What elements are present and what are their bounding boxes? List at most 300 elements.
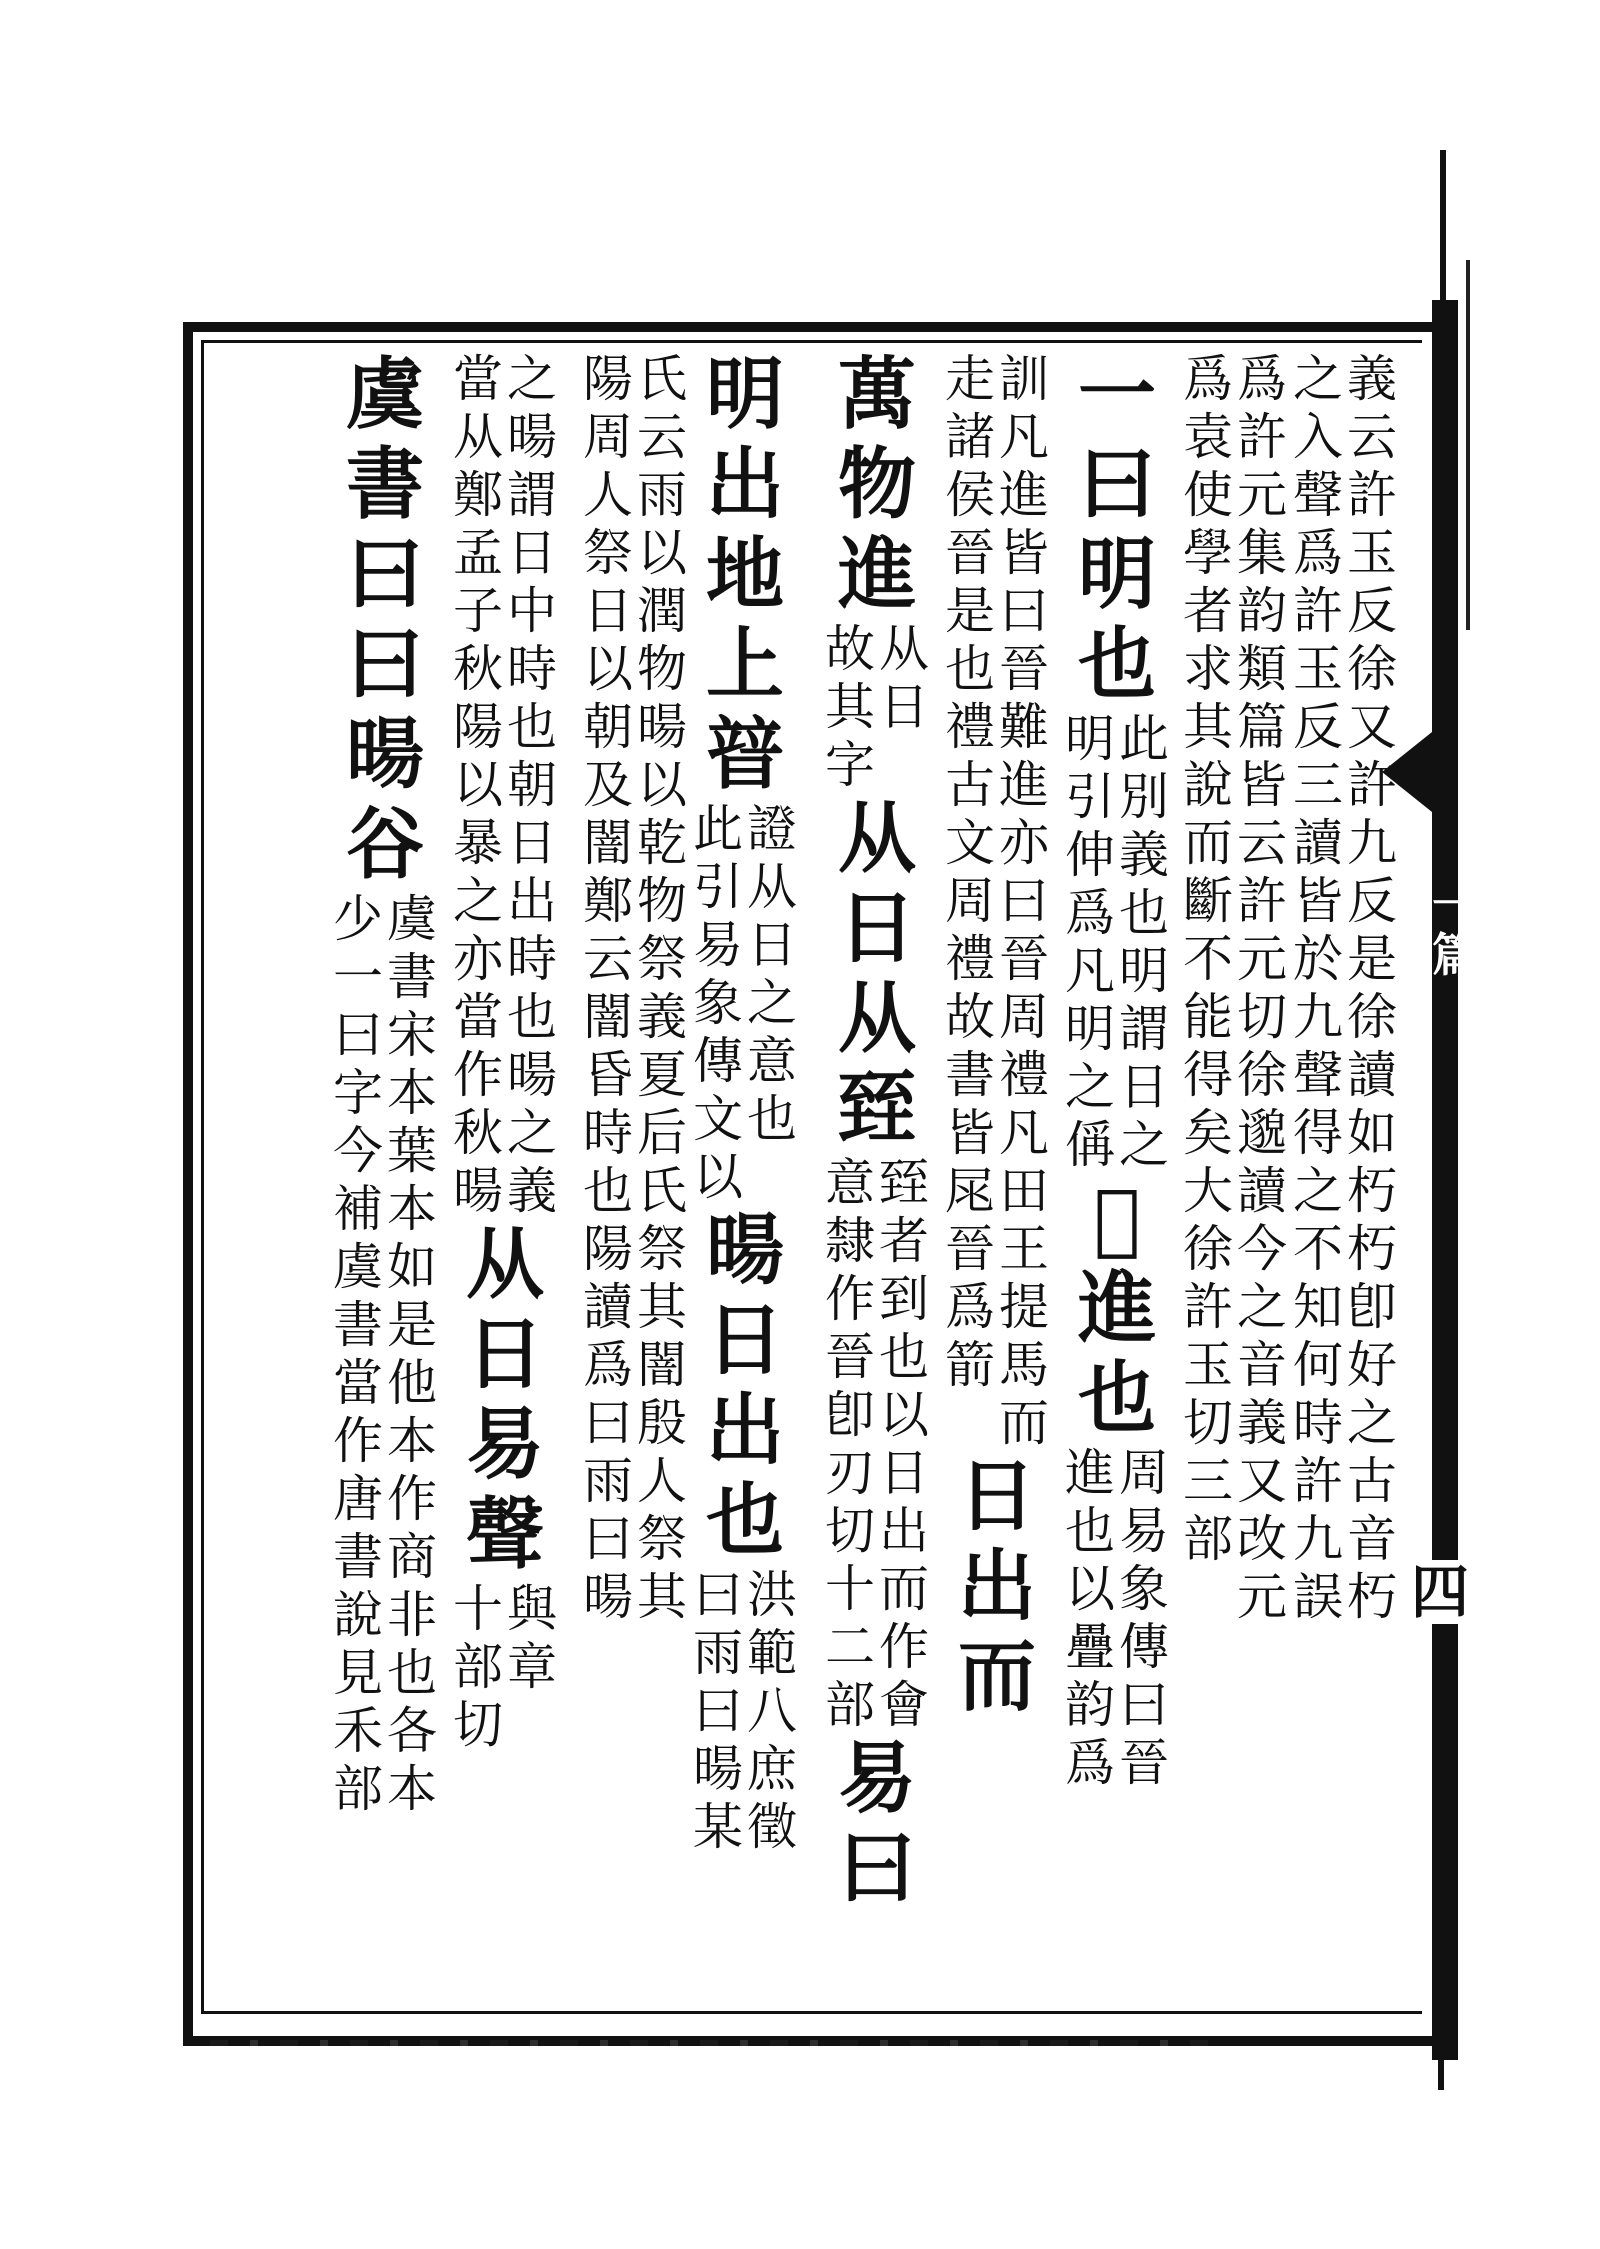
- character: 作: [453, 1046, 503, 1104]
- character: 使: [1183, 466, 1233, 524]
- character: 到: [879, 1270, 929, 1328]
- character: 地: [705, 529, 784, 620]
- character: 大: [1183, 1162, 1233, 1220]
- text-column: [1180, 350, 1290, 2000]
- character: 別: [1119, 768, 1169, 826]
- character: 禮: [945, 698, 995, 756]
- character: 難: [999, 698, 1049, 756]
- character: 暘: [345, 709, 424, 800]
- character: 謂: [1119, 1000, 1169, 1058]
- commentary-right: [1347, 350, 1397, 1626]
- character: 九: [1293, 988, 1343, 1046]
- character: 之: [1347, 1394, 1397, 1452]
- character: 者: [1183, 582, 1233, 640]
- character: 日: [507, 524, 557, 582]
- character: 部: [333, 1760, 383, 1818]
- character: 義: [637, 988, 687, 1046]
- character: 韵: [1065, 1676, 1115, 1734]
- character: 日: [879, 678, 929, 736]
- character: 虞: [387, 890, 437, 948]
- commentary-pair: [583, 350, 687, 1626]
- character: 皆: [945, 1104, 995, 1162]
- character: 物: [637, 872, 687, 930]
- character: 物: [637, 640, 687, 698]
- character: 㞑: [945, 1162, 995, 1220]
- character: 秋: [453, 640, 503, 698]
- text-column: [330, 350, 440, 2000]
- character: 聲: [1293, 1046, 1343, 1104]
- fold-page-number: 四: [1408, 1560, 1472, 1624]
- character: 爲: [1065, 884, 1115, 942]
- commentary-left: [693, 800, 743, 1206]
- character: 周: [945, 872, 995, 930]
- character: 曰: [1119, 1676, 1169, 1734]
- character: 如: [387, 1238, 437, 1296]
- character: 以: [879, 1386, 929, 1444]
- character: 从: [879, 620, 929, 678]
- character: 鄭: [453, 466, 503, 524]
- character: 少: [333, 890, 383, 948]
- character: 作: [333, 1412, 383, 1470]
- commentary-pair: [825, 620, 929, 794]
- character: 故: [825, 620, 875, 678]
- character: 其: [1183, 698, 1233, 756]
- page-edge-mark: [1438, 2060, 1444, 2090]
- character: 从: [837, 793, 916, 884]
- character: 偁: [1065, 1116, 1115, 1174]
- character: 宋: [387, 1006, 437, 1064]
- character: 以: [453, 756, 503, 814]
- character: 庶: [747, 1740, 797, 1798]
- character: 爲: [945, 1278, 995, 1336]
- character: 提: [999, 1278, 1049, 1336]
- character: 古: [945, 756, 995, 814]
- character: 皆: [1237, 756, 1287, 814]
- character: 明: [1065, 1000, 1115, 1058]
- character: 出: [705, 1385, 784, 1476]
- character: 陽: [453, 698, 503, 756]
- character: 部: [1183, 1510, 1233, 1568]
- character: 唐: [333, 1470, 383, 1528]
- character: 周: [583, 408, 633, 466]
- character: 爲: [583, 1336, 633, 1394]
- character: 殷: [637, 1394, 687, 1452]
- commentary-left: [693, 1566, 743, 1856]
- character: 朽: [1347, 1568, 1397, 1626]
- character: 某: [693, 1798, 743, 1856]
- character: 也: [1119, 884, 1169, 942]
- commentary-pair: [945, 350, 1049, 1452]
- character: 祭: [583, 524, 633, 582]
- character: 反: [1347, 872, 1397, 930]
- character: 曰: [583, 1510, 633, 1568]
- character: 時: [583, 1104, 633, 1162]
- character: 元: [1237, 930, 1287, 988]
- character: 孟: [453, 524, 503, 582]
- character: 爲: [1183, 350, 1233, 408]
- character: 暘: [507, 408, 557, 466]
- character: 谷: [345, 799, 424, 890]
- character: 九: [1293, 1510, 1343, 1568]
- commentary-right: [507, 1580, 557, 1754]
- character: 物: [837, 439, 916, 530]
- character: 於: [1293, 930, 1343, 988]
- character: 之: [507, 350, 557, 408]
- character: 禮: [999, 1046, 1049, 1104]
- character: 中: [507, 582, 557, 640]
- commentary-left: [945, 350, 995, 1452]
- character: 好: [1347, 1336, 1397, 1394]
- character: 不: [1293, 1220, 1343, 1278]
- character: 而: [999, 1394, 1049, 1452]
- character: 書: [333, 1296, 383, 1354]
- character: 聲: [1293, 466, 1343, 524]
- character: 本: [387, 1064, 437, 1122]
- character: 朽: [1347, 1220, 1397, 1278]
- character: 卽: [825, 1386, 875, 1444]
- character: 者: [879, 1212, 929, 1270]
- character: 時: [1293, 1394, 1343, 1452]
- text-column: [690, 350, 800, 2000]
- main-text: [838, 350, 916, 620]
- character: 馬: [999, 1336, 1049, 1394]
- commentary-right: [507, 350, 557, 1220]
- character: 走: [945, 350, 995, 408]
- character: 誤: [1293, 1568, 1343, 1626]
- commentary-left: [825, 1154, 875, 1734]
- character: 是: [1347, 930, 1397, 988]
- character: 曰: [345, 529, 424, 620]
- character: 許: [1347, 466, 1397, 524]
- character: 十: [825, 1560, 875, 1618]
- character: 許: [1293, 1452, 1343, 1510]
- commentary-pair: [1065, 1444, 1169, 1792]
- character: 禾: [333, 1702, 383, 1760]
- character: 朝: [583, 698, 633, 756]
- character: 暘: [453, 1162, 503, 1220]
- character: 邈: [1237, 1104, 1287, 1162]
- character: 曰: [583, 1394, 633, 1452]
- character: 伸: [1065, 826, 1115, 884]
- scan-noise: [210, 2040, 1210, 2046]
- commentary-right: [1119, 710, 1169, 1174]
- character: 袁: [1183, 408, 1233, 466]
- character: 出: [705, 439, 784, 530]
- character: 陽: [583, 350, 633, 408]
- character: 三: [1183, 1452, 1233, 1510]
- character: 之: [453, 872, 503, 930]
- character: 許: [1237, 872, 1287, 930]
- character: 其: [637, 1278, 687, 1336]
- character: 暘: [583, 1568, 633, 1626]
- character: 潤: [637, 582, 687, 640]
- commentary-left: [453, 350, 503, 1220]
- commentary-pair: [1183, 350, 1287, 1626]
- character: 也: [1065, 1502, 1115, 1560]
- character: 易: [1119, 1502, 1169, 1560]
- character: 而: [957, 1631, 1036, 1722]
- character: 明: [1119, 942, 1169, 1000]
- character: 會: [879, 1676, 929, 1734]
- character: 斷: [1183, 872, 1233, 930]
- character: 曰: [693, 1682, 743, 1740]
- character: 進: [999, 756, 1049, 814]
- character: 得: [1293, 1104, 1343, 1162]
- commentary-pair: [693, 1566, 797, 1856]
- character: 人: [637, 1452, 687, 1510]
- character: 意: [825, 1154, 875, 1212]
- character: 徐: [1183, 1220, 1233, 1278]
- character: 本: [387, 1180, 437, 1238]
- commentary-left: [453, 1580, 503, 1754]
- character: 之: [1065, 1058, 1115, 1116]
- character: 知: [1293, 1278, 1343, 1336]
- character: 氏: [637, 1162, 687, 1220]
- character: 作: [825, 1270, 875, 1328]
- character: 日: [465, 1309, 544, 1400]
- character: 補: [333, 1180, 383, 1238]
- character: 亦: [999, 814, 1049, 872]
- character: 韵: [1237, 582, 1287, 640]
- character: 氏: [637, 350, 687, 408]
- character: 洪: [747, 1566, 797, 1624]
- character: 鄭: [583, 872, 633, 930]
- main-text: [838, 1734, 916, 1914]
- character: 商: [387, 1528, 437, 1586]
- character: 又: [1237, 1452, 1287, 1510]
- character: 謂: [507, 466, 557, 524]
- character: 日: [747, 916, 797, 974]
- character: 也: [507, 698, 557, 756]
- character: 乾: [637, 814, 687, 872]
- character: 傳: [1119, 1618, 1169, 1676]
- character: 範: [747, 1624, 797, 1682]
- character: 日: [1119, 1058, 1169, 1116]
- character: 各: [387, 1702, 437, 1760]
- character: 書: [945, 1046, 995, 1104]
- character: 書: [345, 439, 424, 530]
- character: 讀: [1347, 1046, 1397, 1104]
- character: 王: [999, 1220, 1049, 1278]
- character: 秋: [453, 1104, 503, 1162]
- character: 易: [837, 1733, 916, 1824]
- character: 亦: [453, 930, 503, 988]
- character: 許: [1183, 1278, 1233, 1336]
- commentary-right: [879, 620, 929, 794]
- character: 以: [693, 1148, 743, 1206]
- character: 文: [693, 1090, 743, 1148]
- character: 能: [1183, 988, 1233, 1046]
- character: 是: [945, 582, 995, 640]
- character: 雨: [637, 466, 687, 524]
- character: 此: [693, 800, 743, 858]
- character: 萬: [837, 349, 916, 440]
- character: 以: [637, 756, 687, 814]
- character: 而: [879, 1560, 929, 1618]
- character: 引: [693, 858, 743, 916]
- character: 也: [583, 1162, 633, 1220]
- character: 雨: [693, 1624, 743, 1682]
- commentary-left: [825, 620, 875, 794]
- character: 暘: [637, 698, 687, 756]
- character: 曰: [1077, 439, 1156, 530]
- character: 不: [1183, 930, 1233, 988]
- character: 義: [1119, 826, 1169, 884]
- character: 明: [1065, 710, 1115, 768]
- character: 夏: [637, 1046, 687, 1104]
- character: 皆: [1293, 872, 1343, 930]
- character: 如: [1347, 1104, 1397, 1162]
- character: 許: [1237, 408, 1287, 466]
- character: 象: [693, 974, 743, 1032]
- character: 之: [1293, 1162, 1343, 1220]
- character: 矣: [1183, 1104, 1233, 1162]
- character: 部: [453, 1638, 503, 1696]
- character: 刃: [825, 1444, 875, 1502]
- character: 后: [637, 1104, 687, 1162]
- character: 許: [1347, 756, 1397, 814]
- text-column: [822, 350, 932, 2000]
- character: 三: [1293, 756, 1343, 814]
- character: 許: [1293, 582, 1343, 640]
- character: 曰: [333, 1006, 383, 1064]
- commentary-left: [583, 350, 633, 1626]
- character: 日: [705, 1295, 784, 1386]
- commentary-pair: [333, 890, 437, 1818]
- character: 卽: [1347, 1278, 1397, 1336]
- character: 出: [957, 1541, 1036, 1632]
- character: 字: [333, 1064, 383, 1122]
- commentary-left: [1293, 350, 1343, 1626]
- character: 證: [747, 800, 797, 858]
- character: 晉: [825, 1328, 875, 1386]
- character: 也: [387, 1644, 437, 1702]
- character: 暜: [705, 709, 784, 800]
- character: 義: [1347, 350, 1397, 408]
- character: 以: [1065, 1560, 1115, 1618]
- character: 明: [705, 349, 784, 440]
- character: 其: [637, 1568, 687, 1626]
- character: 晉: [945, 524, 995, 582]
- character: 一: [1077, 349, 1156, 440]
- character: 上: [705, 619, 784, 710]
- character: 虞: [333, 1238, 383, 1296]
- character: 𣈆: [1093, 1173, 1141, 1264]
- character: 祭: [637, 1510, 687, 1568]
- character: 周: [1119, 1444, 1169, 1502]
- character: 本: [387, 1412, 437, 1470]
- character: 及: [583, 756, 633, 814]
- character: 日: [837, 883, 916, 974]
- main-text: [838, 794, 916, 1154]
- character: 反: [1293, 698, 1343, 756]
- character: 學: [1183, 524, 1233, 582]
- main-text: [346, 350, 424, 890]
- commentary-right: [879, 1154, 929, 1734]
- character: 曰: [999, 872, 1049, 930]
- character: 玉: [1183, 1336, 1233, 1394]
- fold-title: 一篇: [1432, 878, 1478, 982]
- character: 暘: [693, 1740, 743, 1798]
- text-column: [450, 350, 560, 2000]
- character: 暴: [453, 814, 503, 872]
- commentary-pair: [693, 800, 797, 1206]
- character: 徐: [1347, 988, 1397, 1046]
- character: 元: [1237, 1568, 1287, 1626]
- character: 進: [1065, 1444, 1115, 1502]
- text-column: [1290, 350, 1400, 2000]
- character: 文: [945, 814, 995, 872]
- character: 引: [1065, 768, 1115, 826]
- character: 徐: [1237, 1046, 1287, 1104]
- character: 本: [387, 1760, 437, 1818]
- character: 當: [453, 988, 503, 1046]
- character: 晉: [999, 640, 1049, 698]
- character: 讀: [1293, 814, 1343, 872]
- main-text: [958, 1452, 1036, 1722]
- page-edge-mark: [1466, 260, 1470, 630]
- character: 與: [507, 1580, 557, 1638]
- character: 說: [333, 1586, 383, 1644]
- character: 何: [1293, 1336, 1343, 1394]
- character: 云: [1237, 814, 1287, 872]
- character: 之: [747, 974, 797, 1032]
- character: 義: [1237, 1394, 1287, 1452]
- commentary-left: [333, 890, 383, 1818]
- character: 禮: [945, 930, 995, 988]
- character: 人: [583, 466, 633, 524]
- main-text: [1078, 1174, 1156, 1444]
- character: 曰: [345, 619, 424, 710]
- main-text: [1078, 350, 1156, 710]
- commentary-right: [999, 350, 1049, 1452]
- character: 曰: [999, 582, 1049, 640]
- character: 之: [1119, 1116, 1169, 1174]
- character: 字: [825, 736, 875, 794]
- character: 諸: [945, 408, 995, 466]
- character: 他: [387, 1354, 437, 1412]
- character: 音: [1347, 1510, 1397, 1568]
- character: 意: [747, 1032, 797, 1090]
- character: 進: [999, 466, 1049, 524]
- main-text: [706, 1206, 784, 1566]
- main-text: [706, 350, 784, 800]
- character: 音: [1237, 1336, 1287, 1394]
- character: 从: [465, 1219, 544, 1310]
- character: 闇: [583, 988, 633, 1046]
- character: 進: [837, 529, 916, 620]
- character: 爲: [1293, 524, 1343, 582]
- commentary-pair: [453, 1580, 557, 1754]
- commentary-pair: [825, 1154, 929, 1734]
- character: 玉: [1293, 640, 1343, 698]
- character: 晉: [1119, 1734, 1169, 1792]
- character: 也: [705, 1475, 784, 1566]
- commentary-pair: [1065, 710, 1169, 1174]
- character: 日: [879, 1444, 929, 1502]
- character: 讀: [1237, 1162, 1287, 1220]
- commentary-left: [1065, 1444, 1115, 1792]
- character: 切: [1237, 988, 1287, 1046]
- character: 臸: [879, 1154, 929, 1212]
- character: 也: [879, 1328, 929, 1386]
- character: 書: [333, 1528, 383, 1586]
- character: 八: [747, 1682, 797, 1740]
- character: 入: [1293, 408, 1343, 466]
- character: 集: [1237, 524, 1287, 582]
- character: 从: [837, 973, 916, 1064]
- character: 凡: [999, 1104, 1049, 1162]
